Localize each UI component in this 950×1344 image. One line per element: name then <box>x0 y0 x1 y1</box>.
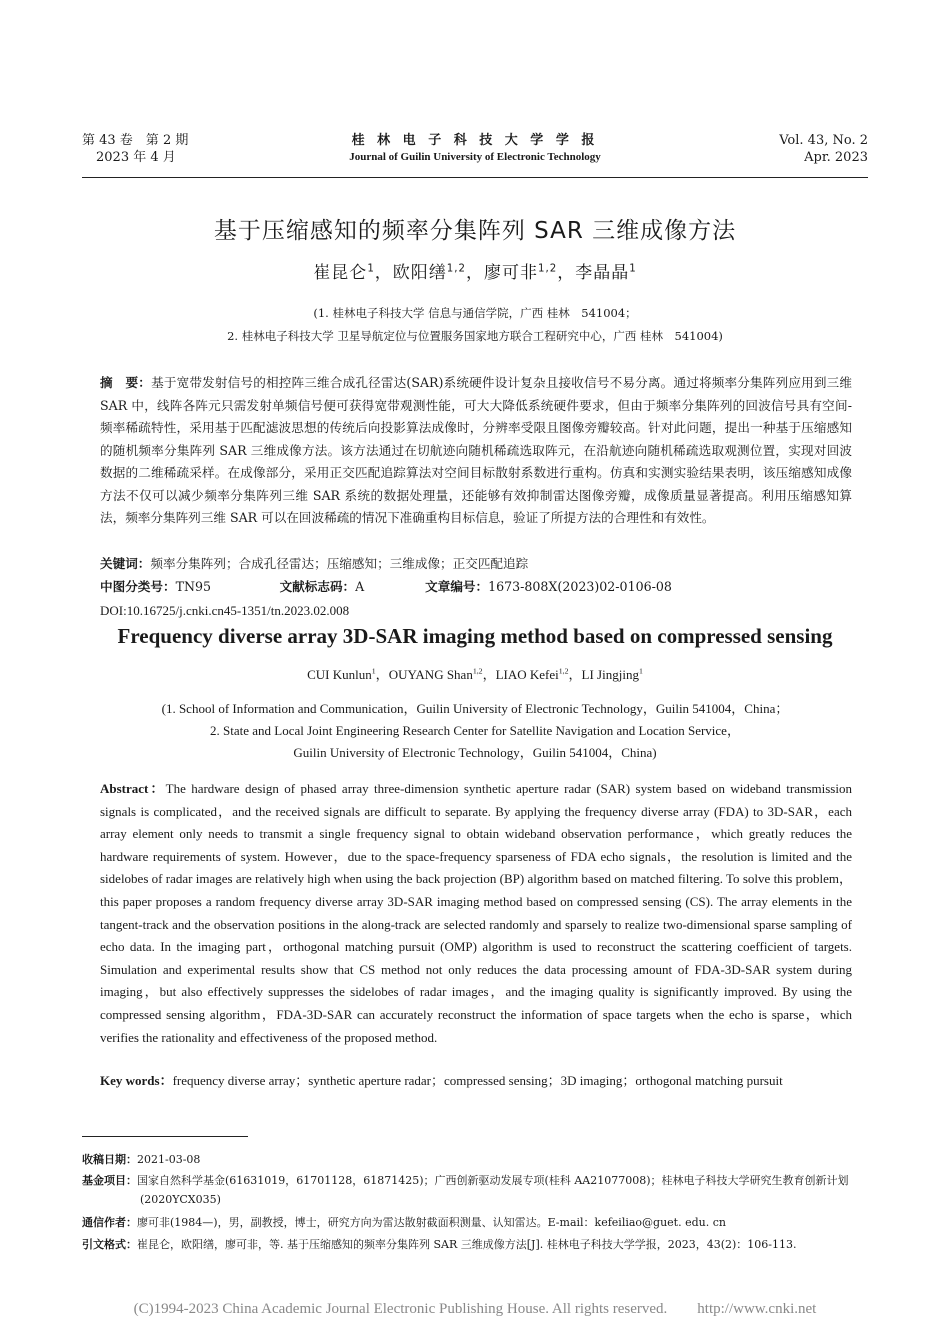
keywords-en-text: frequency diverse array；synthetic aperture radar；compressed sensing；3D imaging；orthogonal matching pursuit <box>172 1073 783 1088</box>
footnote-label: 引文格式： <box>82 1238 137 1251</box>
footnote-text: 廖可非(1984—)，男，副教授，博士，研究方向为雷达散射截面积测量、认知雷达。E-mail：kefeiliao@guet. edu. cn <box>137 1216 726 1229</box>
footnote-label: 收稿日期： <box>82 1153 137 1166</box>
footnote-fund <box>82 1171 872 1209</box>
affiliation-line: (1. School of Information and Communication，Guilin University of Electronic Technology，Guilin 541004，China； <box>161 701 789 716</box>
author-name: 廖可非 <box>484 263 538 283</box>
running-header <box>82 132 868 176</box>
abstract-en-text: The hardware design of phased array three-dimension synthetic aperture radar (SAR) system based on wideband transmission signals is complicated，and the received signals are difficult to separate. By applying the frequency diverse array (FDA) to 3D-SAR，each array element only needs to transmit a single frequency signal to obtain wideband observation performance，which greatly reduces the hardware requirements of system. However，due to the space-frequency sparseness of FDA echo signals，the resolution is limited and the sidelobes of radar images are relatively high when using the back projection (BP) algorithm based on matched filtering. To solve this problem，this paper proposes a random frequency diverse array 3D-SAR imaging method based on compressed sensing (CS). The array elements in the tangent-track and the observation positions in the along-track are selected randomly and sparsely to realize two-dimensional sparse sampling of echo data. In the imaging part，orthogonal matching pursuit (OMP) algorithm is used to reconstruct the scattering coefficient of targets. Simulation and experimental results show that CS method not only reduces the data processing amount of FDA-3D-SAR system during imaging，but also effectively suppresses the sidelobes of radar images，and the imaging quality is significantly improved. By using the compressed sensing algorithm，FDA-3D-SAR can accurately reconstruct the information of space targets when the echo is sparse，which verifies the rationality and effectiveness of the proposed method. <box>100 781 852 1045</box>
footnote-text: 崔昆仑，欧阳缮，廖可非，等. 基于压缩感知的频率分集阵列 SAR 三维成像方法[J]. 桂林电子科技大学学报，2023，43(2)：106-113. <box>137 1238 797 1251</box>
keywords-cn <box>100 555 528 573</box>
footnote-label: 基金项目： <box>82 1174 137 1187</box>
classification-label: 中图分类号： <box>100 579 176 594</box>
affiliations-en <box>0 698 950 764</box>
abstract-en <box>100 778 852 1049</box>
doc-code-label: 文献标志码： <box>279 579 356 594</box>
author-separator: ， <box>482 667 496 682</box>
keywords-cn-label: 关键词： <box>100 556 151 571</box>
footnote-cite <box>82 1235 872 1254</box>
title-en: Frequency diverse array 3D-SAR imaging method based on compressed sensing <box>117 624 833 648</box>
header-rule <box>82 177 868 178</box>
author-name: 崔昆仑 <box>313 263 368 283</box>
date-en: Apr. 2023 <box>804 150 868 165</box>
keywords-en <box>100 1072 860 1090</box>
keywords-en-label: Key words： <box>100 1073 173 1088</box>
copyright-footer: (C)1994-2023 China Academic Journal Electronic Publishing House. All rights reserved. http://www.cnki.net <box>133 1301 817 1317</box>
author-affil-mark: 1,2 <box>472 666 483 676</box>
author-affil-mark: 1,2 <box>446 263 466 275</box>
abstract-cn <box>100 372 852 530</box>
affiliation-line: (1. 桂林电子科技大学 信息与通信学院，广西 桂林 541004； <box>313 306 637 320</box>
journal-name-cn: 桂 林 电 子 科 技 大 学 学 报 <box>351 133 599 148</box>
author-name: LIAO Kefei <box>495 667 559 682</box>
author-affil-mark: 1 <box>638 666 643 676</box>
author-affil-mark: 1 <box>367 263 375 275</box>
authors-en <box>0 664 950 683</box>
author-separator: ， <box>375 667 389 682</box>
volume-en: Vol. 43, No. 2 <box>779 133 868 148</box>
classification-value: TN95 <box>175 579 212 594</box>
footnote-text: 2021-03-08 <box>137 1153 201 1166</box>
author-name: OUYANG Shan <box>388 667 473 682</box>
footnote-label: 通信作者： <box>82 1216 137 1229</box>
title-cn: 基于压缩感知的频率分集阵列 SAR 三维成像方法 <box>213 218 737 244</box>
affiliations-cn <box>0 302 950 348</box>
keywords-cn-text: 频率分集阵列；合成孔径雷达；压缩感知；三维成像；正交匹配追踪 <box>150 556 529 571</box>
footnote-author <box>82 1213 872 1232</box>
volume-cn: 第 43 卷 第 2 期 <box>82 133 189 148</box>
author-separator: ， <box>466 263 484 283</box>
author-name: LI Jingjing <box>581 667 639 682</box>
header-center <box>82 132 868 166</box>
author-affil-mark: 1,2 <box>558 666 569 676</box>
affiliation-line: 2. 桂林电子科技大学 卫星导航定位与位置服务国家地方联合工程研究中心，广西 桂林 541004) <box>227 329 723 343</box>
footnote-rule <box>82 1136 248 1137</box>
author-name: 欧阳缮 <box>392 263 447 283</box>
footnote-received <box>82 1150 872 1169</box>
author-separator: ， <box>557 263 576 283</box>
doi: DOI:10.16725/j.cnki.cn45-1351/tn.2023.02.008 <box>100 603 350 618</box>
abstract-cn-text: 基于宽带发射信号的相控阵三维合成孔径雷达(SAR)系统硬件设计复杂且接收信号不易分离。通过将频率分集阵列应用到三维 SAR 中，线阵各阵元只需发射单频信号便可获得宽带观测性能，可大大降低系统硬件要求，但由于频率分集阵列的回波信号具有空间-频率稀疏特性，采用基于匹配滤波思想的传统后向投影算法成像时，分辨率受限且图像旁瓣较高。针对此问题，提出一种基于压缩感知的随机频率分集阵列 SAR 三维成像方法。该方法通过在切航迹向随机稀疏选取阵元，在沿航迹向随机稀疏选取观测位置，实现对回波数据的二维稀疏采样。在成像部分，采用正交匹配追踪算法对空间目标散射系数进行重构。仿真和实测实验结果表明，该压缩感知成像方法不仅可以减少频率分集阵列三维 SAR 系统的数据处理量，还能够有效抑制雷达图像旁瓣，成像质量显著提高。利用压缩感知算法，频率分集阵列三维 SAR 可以在回波稀疏的情况下准确重构目标信息，验证了所提方法的合理性和有效性。 <box>100 375 853 525</box>
doc-code-value: A <box>355 579 365 594</box>
author-name: CUI Kunlun <box>307 667 372 682</box>
classification-row <box>100 578 672 596</box>
abstract-cn-label: 摘 要： <box>100 375 152 390</box>
author-separator: ， <box>374 263 393 283</box>
header-right <box>779 132 868 166</box>
affiliation-line: Guilin University of Electronic Technology，Guilin 541004，China) <box>293 745 657 760</box>
author-affil-mark: 1 <box>371 666 376 676</box>
footnote-text: 国家自然科学基金(61631019，61701128，61871425)；广西创新驱动发展专项(桂科 AA21077008)；桂林电子科技大学研究生教育创新计划(2020YCX035) <box>137 1174 849 1206</box>
author-affil-mark: 1 <box>629 263 637 275</box>
article-no-label: 文章编号： <box>425 579 489 594</box>
date-cn: 2023 年 4 月 <box>96 150 176 165</box>
author-separator: ， <box>568 667 582 682</box>
authors-cn <box>0 258 950 283</box>
journal-name-en: Journal of Guilin University of Electronic Technology <box>349 151 601 163</box>
author-affil-mark: 1,2 <box>538 263 558 275</box>
affiliation-line: 2. State and Local Joint Engineering Research Center for Satellite Navigation and Location Service， <box>210 723 740 738</box>
abstract-en-label: Abstract： <box>100 781 166 796</box>
article-no-value: 1673-808X(2023)02-0106-08 <box>488 579 672 594</box>
author-name: 李晶晶 <box>575 263 630 283</box>
